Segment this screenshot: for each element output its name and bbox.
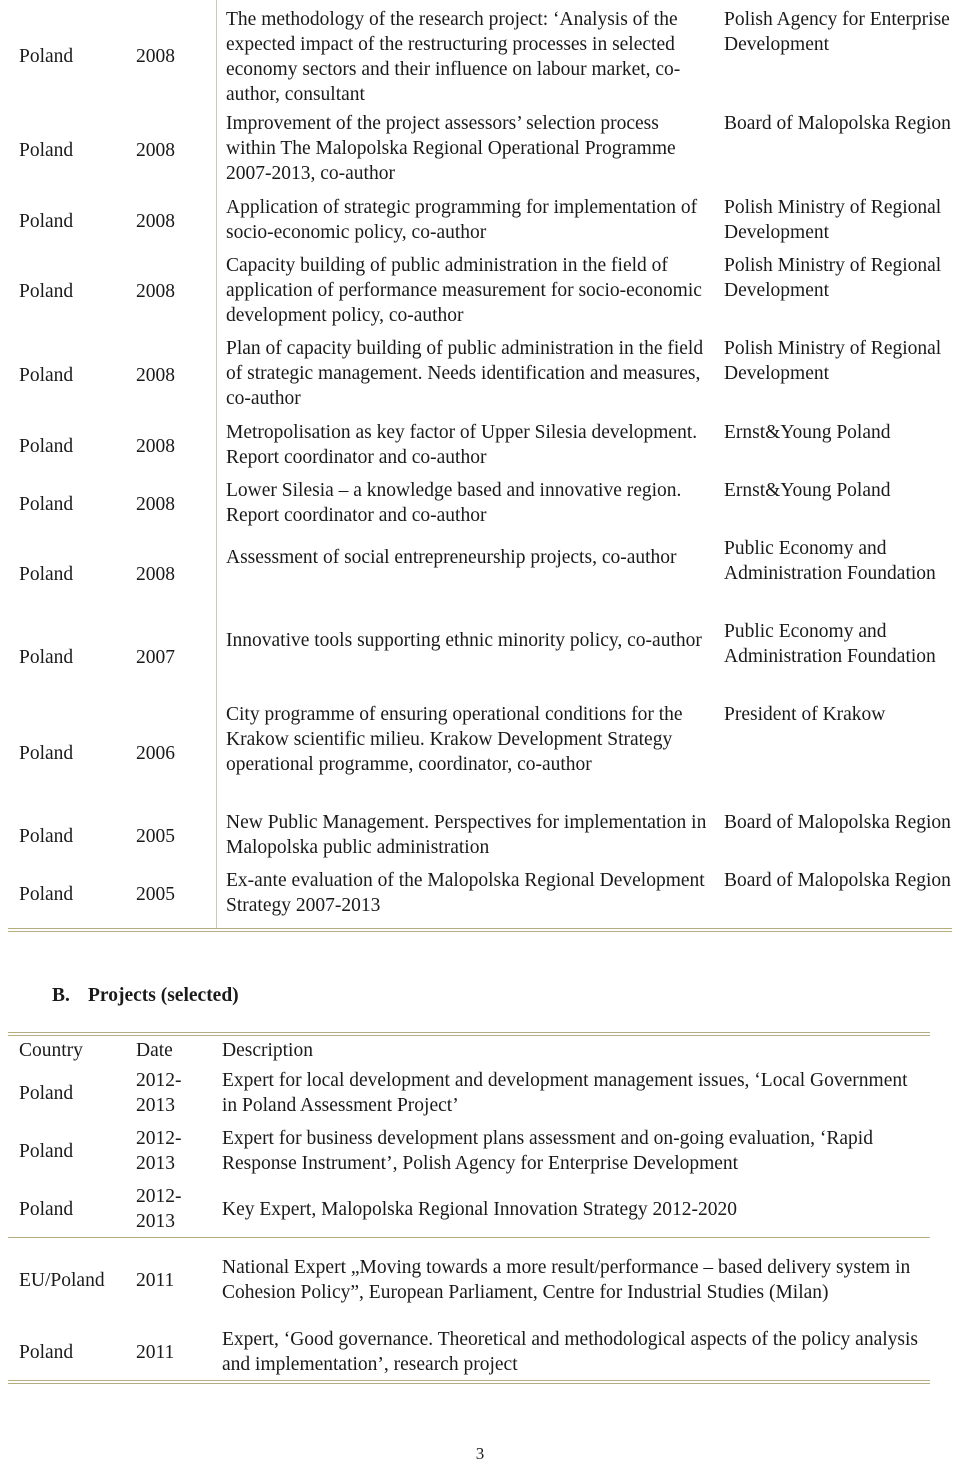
page-number: 3	[475, 1444, 485, 1463]
description-cell: Lower Silesia – a knowledge based and innovative region. Report coordinator and co-author	[226, 480, 682, 526]
country-header: Country	[19, 1040, 83, 1061]
organization-cell: Board of Malopolska Region	[724, 870, 951, 891]
section-heading	[52, 983, 239, 1008]
table-bottom-rule	[8, 928, 952, 933]
experience-table	[8, 4, 952, 923]
date-cell: 2012-2013	[136, 1070, 182, 1116]
description-header: Description	[222, 1040, 313, 1061]
organization-cell: Public Economy and Administration Foundation	[724, 538, 936, 584]
description-cell: Ex-ante evaluation of the Malopolska Regional Development Strategy 2007-2013	[226, 870, 705, 916]
table-row	[8, 1064, 930, 1122]
country-cell: Poland	[19, 564, 74, 585]
date-cell: 2012-2013	[136, 1186, 182, 1232]
country-cell: Poland	[19, 742, 74, 764]
section-title: Projects (selected)	[88, 985, 239, 1006]
organization-cell: President of Krakow	[724, 704, 886, 725]
country-cell: Poland	[19, 281, 74, 302]
description-cell: Key Expert, Malopolska Regional Innovation Strategy 2012-2020	[222, 1198, 738, 1220]
year-cell: 2008	[136, 210, 175, 232]
table-row	[8, 192, 952, 250]
table-row	[8, 865, 952, 923]
table-row	[8, 1238, 930, 1322]
organization-cell: Public Economy and Administration Foundation	[724, 621, 936, 667]
year-cell: 2008	[136, 564, 175, 585]
description-cell: Assessment of social entrepreneurship projects, co-author	[226, 547, 677, 568]
date-cell: 2011	[136, 1341, 175, 1363]
table-row	[8, 616, 952, 699]
description-cell: Metropolisation as key factor of Upper Silesia development. Report coordinator and co-author	[226, 422, 698, 468]
year-cell: 2008	[136, 493, 175, 515]
description-cell: New Public Management. Perspectives for implementation in Malopolska public administration	[226, 812, 707, 858]
organization-cell: Ernst&Young Poland	[724, 422, 891, 443]
country-cell: Poland	[19, 45, 74, 67]
description-cell: Application of strategic programming for implementation of socio-economic policy, co-author	[226, 197, 698, 243]
table-row	[8, 1122, 930, 1180]
organization-cell: Polish Ministry of Regional Development	[724, 255, 942, 301]
date-header: Date	[136, 1040, 173, 1061]
country-cell: Poland	[19, 1198, 74, 1220]
country-cell: Poland	[19, 1140, 74, 1162]
country-cell: Poland	[19, 1082, 74, 1104]
year-cell: 2008	[136, 139, 175, 161]
organization-cell: Polish Ministry of Regional Development	[724, 338, 942, 384]
country-cell: Poland	[19, 139, 74, 161]
table-row	[8, 417, 952, 475]
table-header-row	[8, 1037, 930, 1064]
description-cell: Expert for business development plans assessment and on-going evaluation, ‘Rapid Response Instrument’, Polish Agency for Enterprise Development	[222, 1128, 873, 1174]
table-row	[8, 4, 952, 108]
organization-cell: Ernst&Young Poland	[724, 480, 891, 501]
table-row	[8, 807, 952, 865]
description-cell: City programme of ensuring operational conditions for the Krakow scientific milieu. Krakow Development Strategy operational programme, coordinator, co-author	[226, 704, 683, 775]
country-cell: Poland	[19, 210, 74, 232]
year-cell: 2008	[136, 364, 175, 386]
table-row	[8, 333, 952, 417]
year-cell: 2005	[136, 883, 175, 905]
country-cell: Poland	[19, 1341, 74, 1363]
table-row	[8, 108, 952, 192]
description-cell: Expert for local development and development management issues, ‘Local Government in Poland Assessment Project’	[222, 1070, 908, 1116]
country-cell: Poland	[19, 883, 74, 905]
description-cell: The methodology of the research project: ‘Analysis of the expected impact of the restructuring processes in selected economy sectors and their influence on labour market, co-author, consultant	[226, 9, 681, 105]
date-cell: 2011	[136, 1269, 175, 1291]
table-row	[8, 1180, 930, 1238]
section-letter: B.	[52, 985, 70, 1006]
country-cell: Poland	[19, 364, 74, 386]
country-cell: Poland	[19, 493, 74, 515]
table-row	[8, 533, 952, 616]
year-cell: 2008	[136, 281, 175, 302]
table-row	[8, 250, 952, 333]
projects-table	[8, 1037, 930, 1382]
country-cell: Poland	[19, 647, 74, 668]
country-cell: Poland	[19, 435, 74, 457]
table-row	[8, 1322, 930, 1382]
table-row	[8, 475, 952, 533]
description-cell: National Expert „Moving towards a more result/performance – based delivery system in Cohesion Policy”, European Parliament, Centre for Industrial Studies (Milan)	[222, 1257, 911, 1303]
organization-cell: Board of Malopolska Region	[724, 812, 951, 833]
year-cell: 2006	[136, 742, 175, 764]
year-cell: 2007	[136, 647, 175, 668]
description-cell: Plan of capacity building of public administration in the field of strategic management. Needs identification and measures, co-author	[226, 338, 704, 409]
year-cell: 2008	[136, 435, 175, 457]
description-cell: Innovative tools supporting ethnic minority policy, co-author	[226, 630, 702, 651]
year-cell: 2005	[136, 825, 175, 847]
year-cell: 2008	[136, 45, 175, 67]
organization-cell: Polish Ministry of Regional Development	[724, 197, 942, 243]
description-cell: Improvement of the project assessors’ selection process within The Malopolska Regional Operational Programme 2007-2013, co-author	[226, 113, 676, 184]
date-cell: 2012-2013	[136, 1128, 182, 1174]
organization-cell: Polish Agency for Enterprise Development	[724, 9, 950, 55]
description-cell: Capacity building of public administration in the field of application of performance measurement for socio-economic development policy, co-author	[226, 255, 702, 326]
country-cell: EU/Poland	[19, 1269, 105, 1291]
table-row	[8, 699, 952, 807]
country-cell: Poland	[19, 825, 74, 847]
organization-cell: Board of Malopolska Region	[724, 113, 951, 134]
description-cell: Expert, ‘Good governance. Theoretical and methodological aspects of the policy analysis and implementation’, research project	[222, 1329, 918, 1375]
